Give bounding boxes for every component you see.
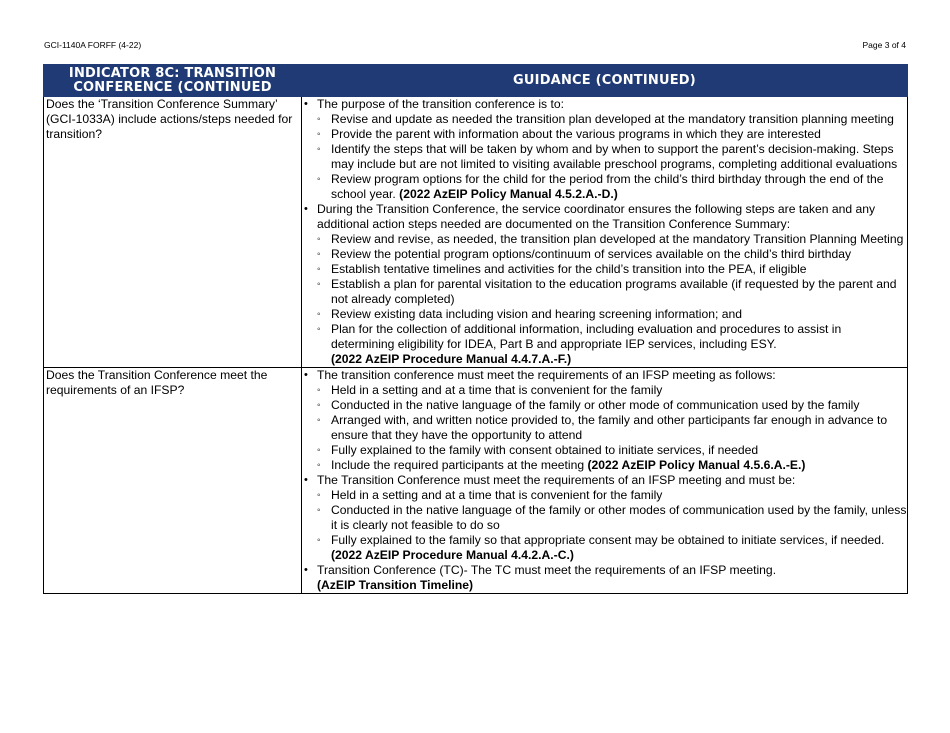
list-item: [317, 322, 907, 367]
list-item: ◦ Fully explained to the family with consent obtained to initiate services, if needed: [317, 443, 907, 458]
list-item: ◦ Arranged with, and written notice provided to, the family and other participants far enough in advance to ensure that they have the opportunity to attend: [317, 413, 907, 443]
list-item: ◦ Revise and update as needed the transition plan developed at the mandatory transition planning meeting: [317, 112, 907, 127]
sub-list: [317, 112, 907, 202]
sub-list: [317, 383, 907, 473]
guidance-header: GUIDANCE (CONTINUED): [302, 65, 908, 97]
guidance-cell: [302, 97, 908, 368]
list-item: [305, 563, 907, 593]
list-item: [317, 172, 907, 202]
bullet-list: [305, 368, 907, 593]
table-row: [44, 97, 908, 368]
list-item: [317, 458, 907, 473]
list-item: ◦ Review the potential program options/continuum of services available on the child’s third birthday: [317, 247, 907, 262]
bullet-text: The purpose of the transition conference is to:: [317, 97, 565, 111]
item-text: Fully explained to the family so that appropriate consent may be obtained to initiate services, if needed.: [331, 533, 885, 547]
list-item: ◦ Establish a plan for parental visitation to the education programs available (if requested by the parent and not already completed): [317, 277, 907, 307]
list-item: ◦ Identify the steps that will be taken by whom and by when to support the parent’s decision-making. Steps may include but are not limited to visiting available preschool programs, completing additional evaluations: [317, 142, 907, 172]
sub-list: [317, 488, 907, 563]
indicator-header: INDICATOR 8C: TRANSITION CONFERENCE (CONTINUED: [44, 65, 302, 97]
item-text: Review program options for the child for the period from the child’s third birthday through the end of the school year.: [331, 172, 884, 201]
reference: (2022 AzEIP Procedure Manual 4.4.2.A.-C.): [331, 548, 574, 562]
bullet-text: The transition conference must meet the requirements of an IFSP meeting as follows:: [317, 368, 776, 382]
list-item: ◦ Held in a setting and at a time that is convenient for the family: [317, 488, 907, 503]
sub-list: [317, 232, 907, 367]
list-item: [305, 368, 907, 473]
reference: (2022 AzEIP Policy Manual 4.5.6.A.-E.): [587, 458, 806, 472]
list-item: ◦ Establish tentative timelines and activities for the child’s transition into the PEA, if eligible: [317, 262, 907, 277]
list-item: ◦ Conducted in the native language of the family or other mode of communication used by the family: [317, 398, 907, 413]
page-number: Page 3 of 4: [862, 40, 906, 50]
table-header-row: [44, 65, 908, 97]
list-item: ◦ Conducted in the native language of the family or other modes of communication used by the family, unless it is clearly not feasible to do so: [317, 503, 907, 533]
list-item: [305, 202, 907, 367]
bullet-text: The Transition Conference must meet the requirements of an IFSP meeting and must be:: [317, 473, 796, 487]
reference: (AzEIP Transition Timeline): [317, 578, 474, 592]
table-row: [44, 368, 908, 594]
list-item: [305, 473, 907, 563]
guidance-cell: [302, 368, 908, 594]
question-cell: Does the Transition Conference meet the requirements of an IFSP?: [44, 368, 302, 594]
item-text: Plan for the collection of additional information, including evaluation and procedures to assist in determining eligibility for IDEA, Part B and appropriate IEP services, including ESY.: [331, 322, 842, 351]
question-cell: Does the ‘Transition Conference Summary’ (GCI-1033A) include actions/steps needed for transition?: [44, 97, 302, 368]
bullet-text: During the Transition Conference, the service coordinator ensures the following steps are taken and any additional action steps needed are documented on the Transition Conference Summary:: [317, 202, 876, 231]
list-item: ◦ Review existing data including vision and hearing screening information; and: [317, 307, 907, 322]
list-item: ◦ Review and revise, as needed, the transition plan developed at the mandatory Transition Planning Meeting: [317, 232, 907, 247]
bullet-text: Transition Conference (TC)- The TC must meet the requirements of an IFSP meeting.: [317, 563, 777, 577]
list-item: [317, 533, 907, 563]
list-item: ◦ Held in a setting and at a time that is convenient for the family: [317, 383, 907, 398]
list-item: ◦ Provide the parent with information about the various programs in which they are interested: [317, 127, 907, 142]
bullet-list: [305, 97, 907, 367]
form-id: GCI-1140A FORFF (4-22): [44, 40, 142, 50]
reference: (2022 AzEIP Procedure Manual 4.4.7.A.-F.): [331, 352, 572, 366]
list-item: [305, 97, 907, 202]
item-text: Include the required participants at the meeting: [331, 458, 585, 472]
reference: (2022 AzEIP Policy Manual 4.5.2.A.-D.): [399, 187, 618, 201]
guidance-table: [43, 64, 908, 594]
